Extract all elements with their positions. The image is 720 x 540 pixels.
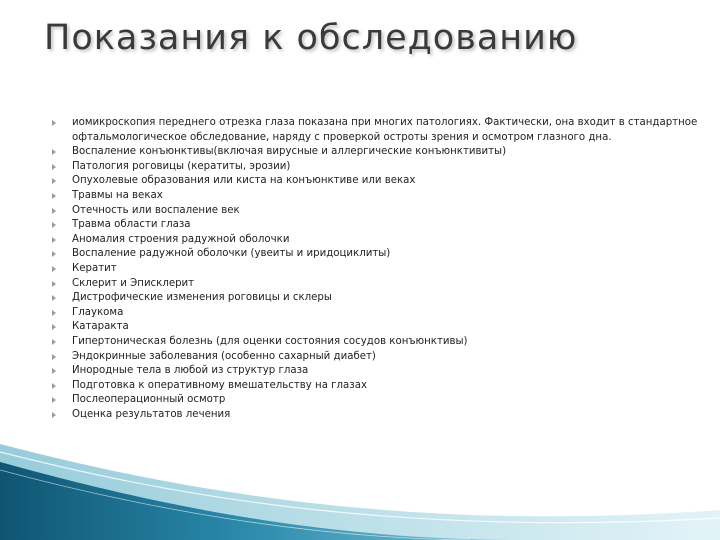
list-item: [52, 320, 702, 335]
list-item-text: Патология роговицы (кератиты, эрозии): [72, 160, 291, 172]
list-item-text: Склерит и Эписклерит: [72, 277, 195, 289]
triangle-bullet-icon: [52, 178, 56, 184]
list-item-text: Воспаление конъюнктивы(включая вирусные и аллергические конъюнктивиты): [72, 146, 507, 158]
triangle-bullet-icon: [52, 266, 56, 272]
list-item-text: Катаракта: [72, 321, 129, 333]
triangle-bullet-icon: [52, 412, 56, 418]
list-item: [52, 233, 702, 248]
triangle-bullet-icon: [52, 339, 56, 345]
triangle-bullet-icon: [52, 281, 56, 287]
list-item-text: Послеоперационный осмотр: [72, 394, 226, 406]
list-item: [52, 145, 702, 160]
list-item: [52, 364, 702, 379]
triangle-bullet-icon: [52, 324, 56, 330]
triangle-bullet-icon: [52, 222, 56, 228]
triangle-bullet-icon: [52, 251, 56, 257]
list-item-text: Травма области глаза: [72, 219, 191, 231]
list-item: [52, 262, 702, 277]
list-item-text: Опухолевые образования или киста на конъюнктиве или веках: [72, 175, 416, 187]
list-item-text: Инородные тела в любой из структур глаза: [72, 365, 309, 377]
list-item: [52, 160, 702, 175]
list-item: [52, 247, 702, 262]
wave-decoration: [0, 440, 720, 540]
list-item: [52, 379, 702, 394]
list-item-text: Отечность или воспаление век: [72, 204, 240, 216]
triangle-bullet-icon: [52, 295, 56, 301]
triangle-bullet-icon: [52, 193, 56, 199]
list-item-text: Глаукома: [72, 306, 124, 318]
list-item: [52, 393, 702, 408]
list-item: [52, 174, 702, 189]
slide-title: Показания к обследованию: [44, 18, 578, 58]
triangle-bullet-icon: [52, 149, 56, 155]
bullet-list: [52, 116, 702, 422]
list-item: [52, 204, 702, 219]
triangle-bullet-icon: [52, 208, 56, 214]
list-item-text: Эндокринные заболевания (особенно сахарный диабет): [72, 350, 376, 362]
list-item-text: Гипертоническая болезнь (для оценки состояния сосудов конъюнктивы): [72, 335, 468, 347]
list-item-text: Кератит: [72, 262, 117, 274]
list-item-text: Аномалия строения радужной оболочки: [72, 233, 290, 245]
triangle-bullet-icon: [52, 164, 56, 170]
triangle-bullet-icon: [52, 310, 56, 316]
list-item: [52, 277, 702, 292]
triangle-bullet-icon: [52, 237, 56, 243]
list-item: [52, 408, 702, 423]
triangle-bullet-icon: [52, 120, 56, 126]
list-item-text: иомикроскопия переднего отрезка глаза показана при многих патологиях. Фактически, она входит в стандартное офтальмологическое обследование, наряду с проверкой остроты зрения и осмотром глазного дна.: [72, 117, 698, 143]
list-item-text: Воспаление радужной оболочки (увеиты и иридоциклиты): [72, 248, 391, 260]
triangle-bullet-icon: [52, 397, 56, 403]
list-item: [52, 335, 702, 350]
list-item: [52, 291, 702, 306]
list-item-text: Травмы на веках: [72, 189, 163, 201]
list-item: [52, 189, 702, 204]
list-item-text: Подготовка к оперативному вмешательству на глазах: [72, 379, 367, 391]
triangle-bullet-icon: [52, 354, 56, 360]
triangle-bullet-icon: [52, 383, 56, 389]
triangle-bullet-icon: [52, 368, 56, 374]
list-item: [52, 218, 702, 233]
list-item-text: Оценка результатов лечения: [72, 408, 231, 420]
list-item: [52, 350, 702, 365]
list-item-text: Дистрофические изменения роговицы и склеры: [72, 292, 332, 304]
list-item: [52, 306, 702, 321]
list-item: [52, 116, 702, 145]
